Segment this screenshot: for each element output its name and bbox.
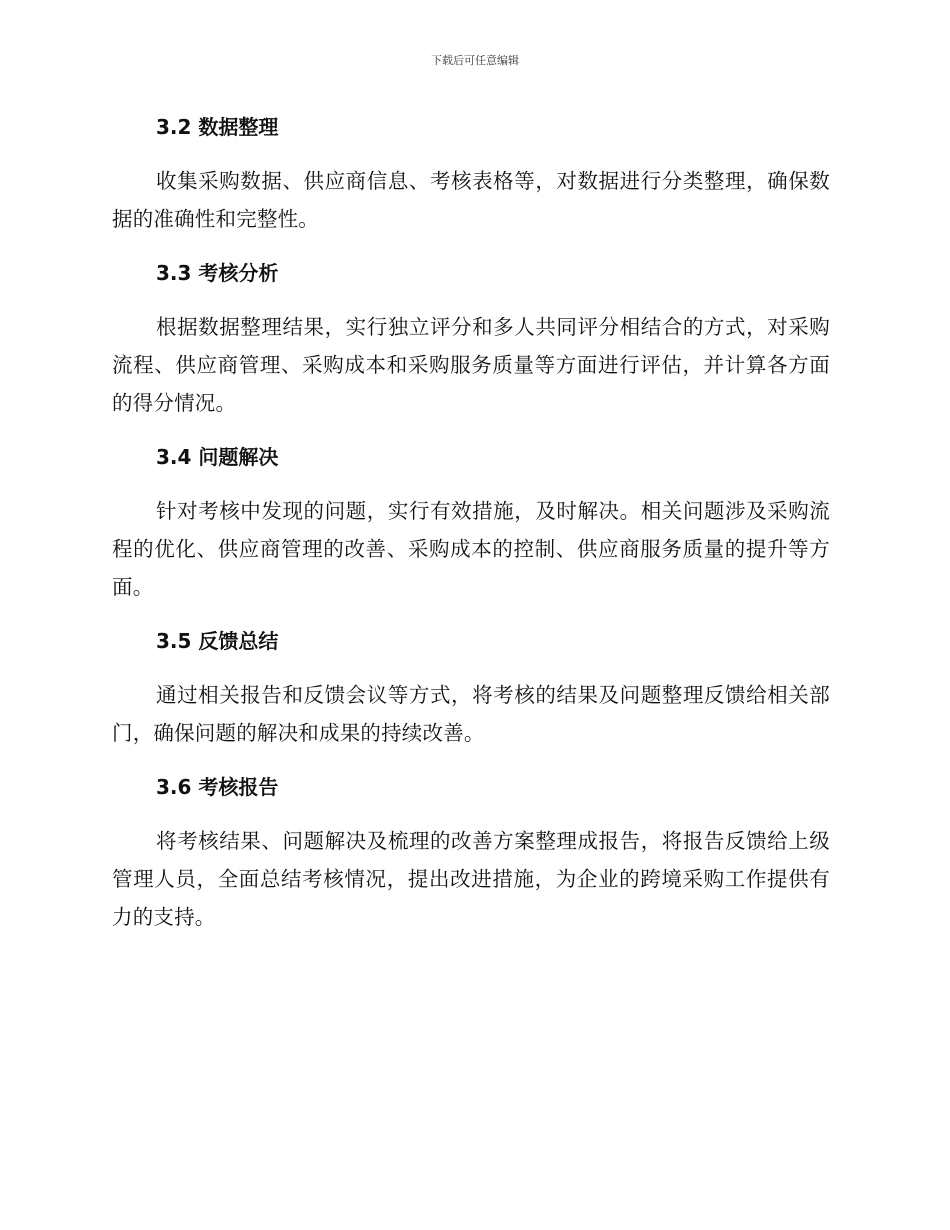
section-paragraph: 收集采购数据、供应商信息、考核表格等，对数据进行分类整理，确保数据的准确性和完整性。 [112, 169, 830, 231]
section-title: 3.2 数据整理 [156, 115, 279, 139]
section-title: 3.6 考核报告 [156, 775, 279, 799]
section-title: 3.3 考核分析 [156, 261, 279, 285]
section-title: 3.4 问题解决 [156, 445, 279, 469]
section-paragraph: 将考核结果、问题解决及梳理的改善方案整理成报告，将报告反馈给上级管理人员，全面总结考核情况，提出改进措施，为企业的跨境采购工作提供有力的支持。 [112, 829, 830, 929]
section-feedback-summary [112, 621, 830, 752]
document-content [112, 107, 830, 951]
page-header: 下载后可任意编辑 [431, 54, 519, 67]
section-assessment-report [112, 767, 830, 936]
section-data-organization [112, 107, 830, 238]
section-title: 3.5 反馈总结 [156, 629, 279, 653]
section-assessment-analysis [112, 253, 830, 422]
section-paragraph: 针对考核中发现的问题，实行有效措施，及时解决。相关问题涉及采购流程的优化、供应商管理的改善、采购成本的控制、供应商服务质量的提升等方面。 [112, 499, 830, 599]
section-paragraph: 根据数据整理结果，实行独立评分和多人共同评分相结合的方式，对采购流程、供应商管理、采购成本和采购服务质量等方面进行评估，并计算各方面的得分情况。 [112, 315, 830, 415]
section-problem-solving [112, 437, 830, 606]
section-paragraph: 通过相关报告和反馈会议等方式，将考核的结果及问题整理反馈给相关部门，确保问题的解决和成果的持续改善。 [112, 683, 830, 745]
